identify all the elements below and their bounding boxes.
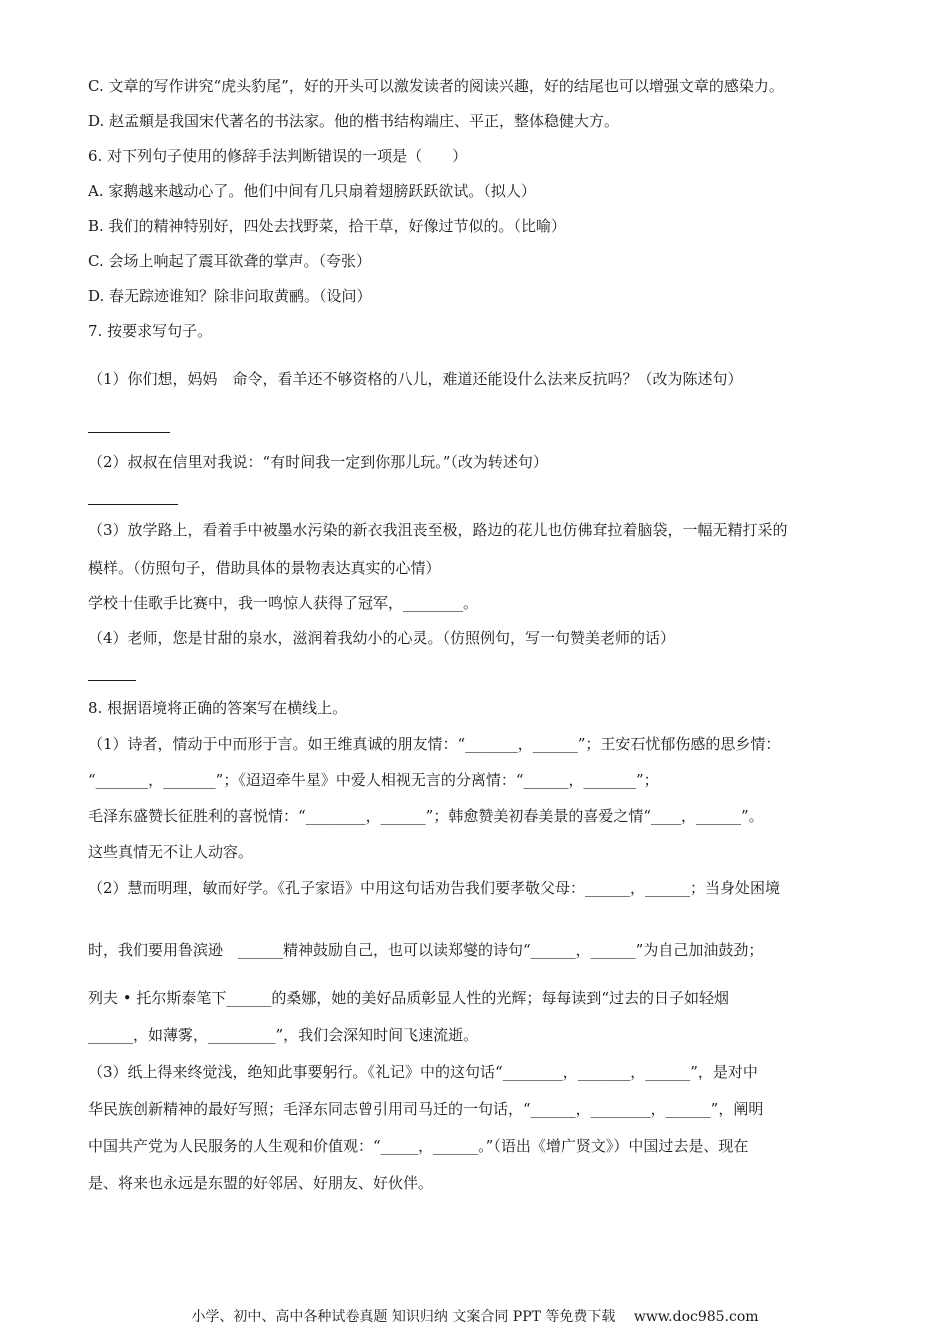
option-d-q5: D. 赵孟頫是我国宋代著名的书法家。他的楷书结构端庄、平正，整体稳健大方。	[88, 112, 620, 130]
question-7: 7. 按要求写句子。	[88, 322, 213, 340]
q8-item-2-cont-b: 列夫 • 托尔斯泰笔下______的桑娜，她的美好品质彰显人性的光辉；每每读到“过去的日子如轻烟	[88, 989, 730, 1007]
q7-item-3-cont: 模样。（仿照句子，借助具体的景物表达真实的心情）	[88, 559, 441, 577]
q8-item-1-cont-b: 毛泽东盛赞长征胜利的喜悦情：“________，______”；韩愈赞美初春美景的喜爱之情“____，______”。	[88, 807, 764, 825]
option-b-q6: B. 我们的精神特别好，四处去找野菜，拾干草，好像过节似的。（比喻）	[88, 217, 567, 235]
q7-item-1: （1）你们想，妈妈 命令，看羊还不够资格的八儿，难道还能设什么法来反抗吗？（改为陈述句）	[88, 370, 743, 388]
answer-blank-q7-2[interactable]	[88, 504, 178, 505]
q8-item-3: （3）纸上得来终觉浅，绝知此事要躬行。《礼记》中的这句话“________，_______，______”，是对中	[88, 1063, 758, 1081]
q8-item-1: （1）诗者，情动于中而形于言。如王维真诚的朋友情：“_______，______”；王安石忧郁伤感的思乡情：	[88, 735, 781, 753]
option-a-q6: A. 家鹅越来越动心了。他们中间有几只扇着翅膀跃跃欲试。（拟人）	[88, 182, 536, 200]
question-6: 6. 对下列句子使用的修辞手法判断错误的一项是（ ）	[88, 147, 468, 165]
q8-item-3-cont-b: 中国共产党为人民服务的人生观和价值观：“_____，______。”（语出《增广贤文》）中国过去是、现在	[88, 1137, 749, 1155]
answer-blank-q7-4[interactable]	[88, 680, 136, 681]
answer-blank-q7-1[interactable]	[88, 432, 170, 433]
q8-item-2: （2）慧而明理，敏而好学。《孔子家语》中用这句话劝告我们要孝敬父母：______，______；当身处困境	[88, 879, 781, 897]
q8-item-1-cont-c: 这些真情无不让人动容。	[88, 843, 254, 861]
q8-item-2-cont-a: 时，我们要用鲁滨逊 ______精神鼓励自己，也可以读郑燮的诗句“______，______”为自己加油鼓劲；	[88, 941, 764, 959]
option-c-q5: C. 文章的写作讲究“虎头豹尾”，好的开头可以激发读者的阅读兴趣，好的结尾也可以增强文章的感染力。	[88, 77, 784, 95]
q7-item-3: （3）放学路上，看着手中被墨水污染的新衣我沮丧至极，路边的花儿也仿佛耷拉着脑袋，一幅无精打采的	[88, 521, 788, 539]
page-footer: 小学、初中、高中各种试卷真题 知识归纳 文案合同 PPT 等免费下载 www.doc985.com	[191, 1309, 759, 1325]
q8-item-3-cont-a: 华民族创新精神的最好写照；毛泽东同志曾引用司马迁的一句话，“______，________，______”，阐明	[88, 1100, 764, 1118]
q7-item-2: （2）叔叔在信里对我说：“有时间我一定到你那儿玩。”（改为转述句）	[88, 453, 548, 471]
q8-item-1-cont-a: “_______，_______”；《迢迢牵牛星》中爱人相视无言的分离情：“______，_______”；	[88, 771, 659, 789]
q7-item-3-prompt: 学校十佳歌手比赛中，我一鸣惊人获得了冠军，________。	[88, 594, 479, 612]
option-c-q6: C. 会场上响起了震耳欲聋的掌声。（夸张）	[88, 252, 371, 270]
q8-item-3-cont-c: 是、将来也永远是东盟的好邻居、好朋友、好伙伴。	[88, 1174, 434, 1192]
option-d-q6: D. 春无踪迹谁知？除非问取黄鹂。（设问）	[88, 287, 372, 305]
question-8: 8. 根据语境将正确的答案写在横线上。	[88, 699, 348, 717]
q7-item-4: （4）老师，您是甘甜的泉水，滋润着我幼小的心灵。（仿照例句，写一句赞美老师的话）	[88, 629, 676, 647]
q8-item-2-cont-c: ______，如薄雾，_________”，我们会深知时间飞速流逝。	[88, 1026, 479, 1044]
